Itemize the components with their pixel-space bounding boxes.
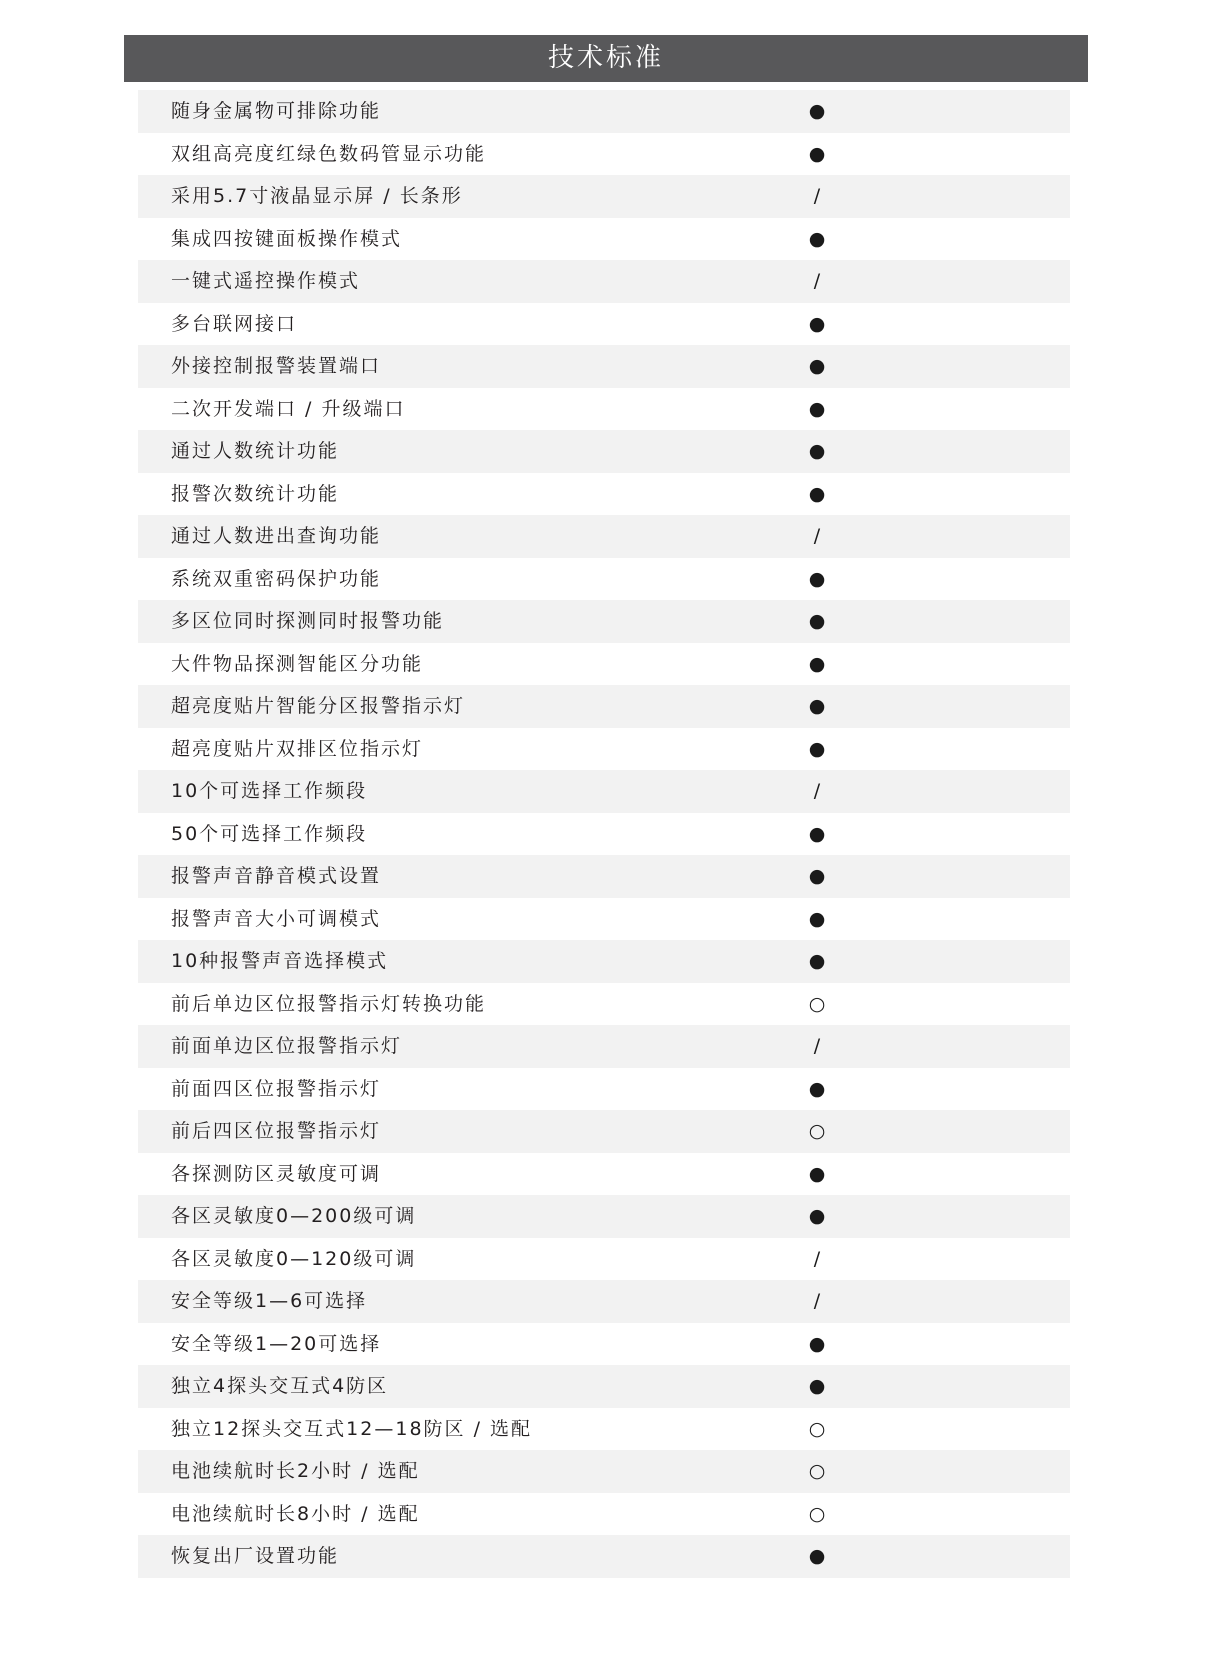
table-row [138, 770, 1070, 813]
feature-label: 报警声音大小可调模式 [171, 907, 382, 930]
table-row [138, 303, 1070, 346]
feature-status: ○ [808, 1502, 826, 1525]
feature-status: ● [808, 737, 826, 760]
table-row [138, 1025, 1070, 1068]
feature-status: ● [808, 1162, 826, 1185]
table-row [138, 218, 1070, 261]
table-row [138, 1365, 1070, 1408]
table-row [138, 558, 1070, 601]
feature-label: 独立12探头交互式12—18防区 / 选配 [171, 1417, 533, 1440]
feature-label: 前面四区位报警指示灯 [171, 1077, 382, 1100]
feature-status: ● [808, 610, 826, 632]
table-row [138, 600, 1070, 643]
feature-status: / [813, 525, 821, 547]
feature-status: / [813, 270, 821, 292]
table-row [138, 1323, 1070, 1366]
feature-status: ○ [808, 1417, 826, 1440]
feature-status: ● [808, 1332, 826, 1355]
table-row [138, 728, 1070, 771]
page-title: 技术标准 [547, 43, 664, 73]
feature-label: 电池续航时长8小时 / 选配 [171, 1502, 420, 1525]
feature-label: 大件物品探测智能区分功能 [171, 652, 424, 675]
feature-label: 超亮度贴片智能分区报警指示灯 [171, 695, 466, 717]
feature-label: 随身金属物可排除功能 [171, 100, 382, 122]
header-bar [124, 35, 1088, 82]
feature-label: 通过人数进出查询功能 [171, 525, 382, 547]
feature-label: 一键式遥控操作模式 [171, 270, 361, 292]
feature-label: 10种报警声音选择模式 [171, 950, 389, 972]
table-row [138, 1408, 1070, 1451]
table-row [138, 1195, 1070, 1238]
feature-status: ● [808, 1077, 826, 1100]
feature-status: ● [808, 822, 826, 845]
table-row [138, 1068, 1070, 1111]
feature-status: ● [808, 142, 826, 165]
table-row [138, 133, 1070, 176]
table-row [138, 813, 1070, 856]
feature-status: ● [808, 355, 826, 377]
spec-table [138, 90, 1070, 1578]
table-row [138, 473, 1070, 516]
feature-status: ○ [808, 1460, 826, 1482]
feature-label: 前面单边区位报警指示灯 [171, 1035, 403, 1057]
feature-label: 各区灵敏度0—200级可调 [171, 1205, 417, 1227]
feature-label: 安全等级1—6可选择 [171, 1290, 368, 1312]
feature-label: 系统双重密码保护功能 [171, 567, 382, 590]
table-row [138, 1450, 1070, 1493]
table-row [138, 685, 1070, 728]
feature-status: ● [808, 652, 826, 675]
table-row [138, 1153, 1070, 1196]
table-row [138, 1238, 1070, 1281]
feature-status: ● [808, 100, 826, 122]
feature-status: ● [808, 312, 826, 335]
feature-label: 10个可选择工作频段 [171, 780, 368, 802]
table-row [138, 1280, 1070, 1323]
feature-label: 超亮度贴片双排区位指示灯 [171, 737, 424, 760]
table-row [138, 983, 1070, 1026]
table-row [138, 430, 1070, 473]
table-row [138, 90, 1070, 133]
feature-status: ● [808, 865, 826, 887]
feature-status: ● [808, 397, 826, 420]
feature-status: / [813, 780, 821, 802]
table-row [138, 1110, 1070, 1153]
feature-label: 前后四区位报警指示灯 [171, 1120, 382, 1142]
table-row [138, 1535, 1070, 1578]
feature-label: 恢复出厂设置功能 [171, 1545, 340, 1567]
table-row [138, 260, 1070, 303]
feature-status: ○ [808, 1120, 826, 1142]
feature-status: ● [808, 482, 826, 505]
table-row [138, 515, 1070, 558]
table-row [138, 345, 1070, 388]
table-row [138, 898, 1070, 941]
table-row [138, 1493, 1070, 1536]
feature-status: ● [808, 950, 826, 972]
feature-status: ● [808, 1205, 826, 1227]
table-row [138, 940, 1070, 983]
feature-status: / [813, 185, 821, 207]
feature-label: 集成四按键面板操作模式 [171, 227, 403, 250]
feature-status: ● [808, 227, 826, 250]
feature-label: 各探测防区灵敏度可调 [171, 1162, 382, 1185]
feature-status: / [813, 1035, 821, 1057]
feature-label: 各区灵敏度0—120级可调 [171, 1247, 417, 1270]
feature-label: 外接控制报警装置端口 [171, 355, 382, 377]
feature-label: 多区位同时探测同时报警功能 [171, 610, 445, 632]
feature-label: 多台联网接口 [171, 312, 298, 335]
feature-label: 通过人数统计功能 [171, 440, 340, 462]
feature-label: 报警声音静音模式设置 [171, 865, 382, 887]
feature-label: 二次开发端口 / 升级端口 [171, 397, 406, 420]
feature-label: 双组高亮度红绿色数码管显示功能 [171, 142, 487, 165]
table-row [138, 175, 1070, 218]
feature-status: ● [808, 695, 826, 717]
feature-status: ○ [808, 992, 826, 1015]
feature-status: ● [808, 1375, 826, 1397]
feature-status: ● [808, 1545, 826, 1567]
feature-label: 独立4探头交互式4防区 [171, 1375, 389, 1397]
feature-label: 采用5.7寸液晶显示屏 / 长条形 [171, 185, 463, 207]
table-row [138, 643, 1070, 686]
table-row [138, 855, 1070, 898]
feature-label: 电池续航时长2小时 / 选配 [171, 1460, 420, 1482]
feature-status: ● [808, 440, 826, 462]
feature-status: / [813, 1290, 821, 1312]
feature-status: ● [808, 567, 826, 590]
feature-label: 报警次数统计功能 [171, 482, 340, 505]
feature-status: ● [808, 907, 826, 930]
feature-status: / [813, 1247, 821, 1270]
feature-label: 50个可选择工作频段 [171, 822, 368, 845]
feature-label: 前后单边区位报警指示灯转换功能 [171, 992, 487, 1015]
feature-label: 安全等级1—20可选择 [171, 1332, 382, 1355]
table-row [138, 388, 1070, 431]
